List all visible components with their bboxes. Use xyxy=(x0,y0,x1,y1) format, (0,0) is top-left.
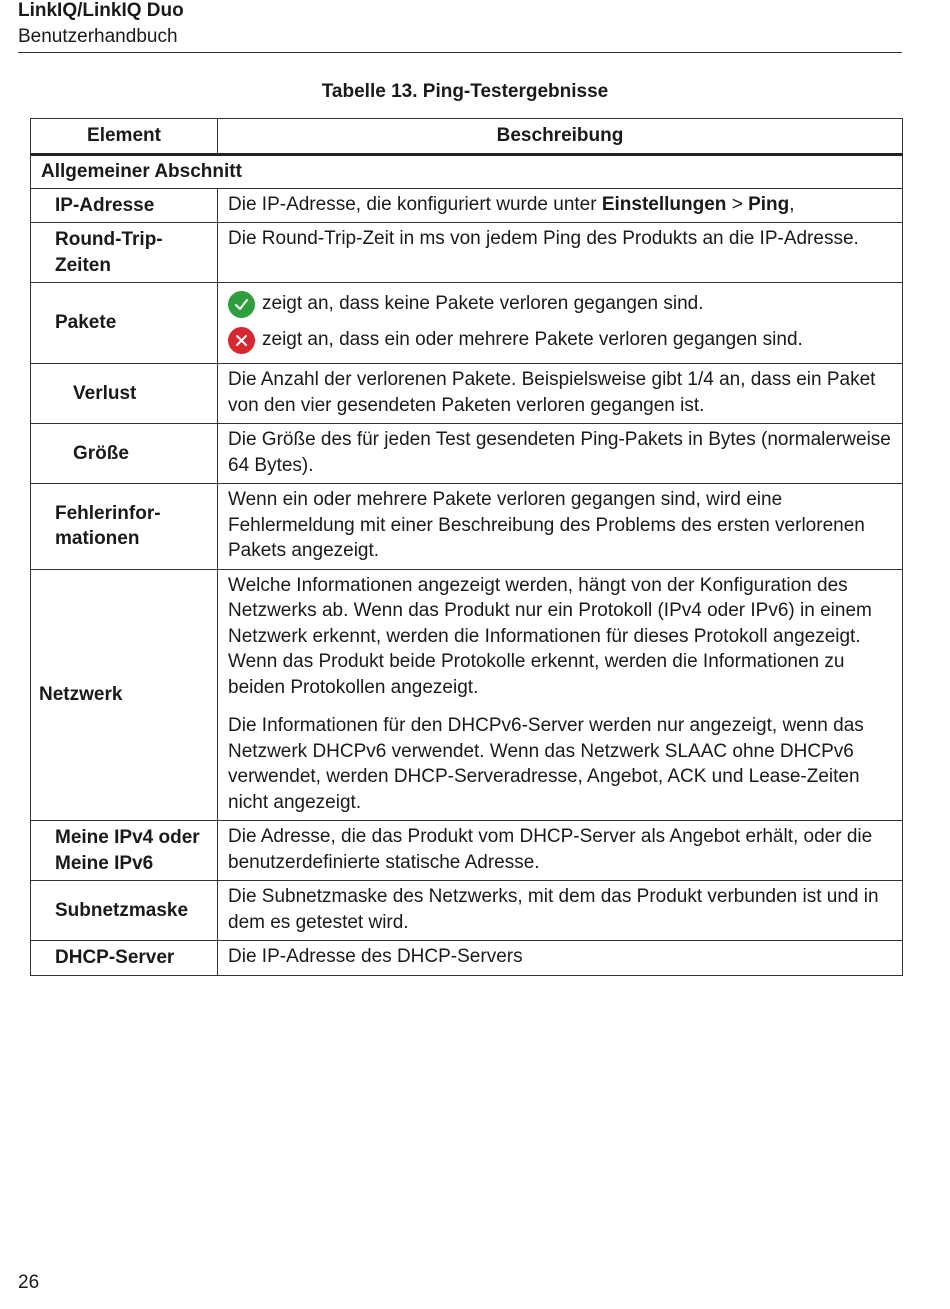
row-label: DHCP-Server xyxy=(31,941,218,976)
menu-path-ping: Ping xyxy=(748,193,790,215)
menu-path-settings: Einstellungen xyxy=(601,193,727,215)
table-row-round-trip xyxy=(31,223,903,283)
table-row-dhcp-server xyxy=(31,941,903,976)
page-number: 26 xyxy=(18,1272,40,1293)
table-header-row xyxy=(31,119,903,155)
row-description xyxy=(218,569,903,821)
header-divider xyxy=(18,52,902,53)
page-header xyxy=(18,0,902,50)
menu-path-separator: > xyxy=(726,193,749,215)
row-label: Pakete xyxy=(31,283,218,364)
row-label: Verlust xyxy=(31,364,218,424)
ping-results-table xyxy=(30,118,903,976)
row-description: Wenn ein oder mehrere Pakete verloren gegangen sind, wird eine Fehlermeldung mit einer Beschreibung des Problems des ersten verlorenen Pakets angezeigt. xyxy=(218,484,903,570)
row-label: Größe xyxy=(31,424,218,484)
table-row-subnet xyxy=(31,881,903,941)
section-title: Allgemeiner Abschnitt xyxy=(31,155,903,189)
table-row-size xyxy=(31,424,903,484)
table-row-loss xyxy=(31,364,903,424)
row-label: Round-Trip- Zeiten xyxy=(31,223,218,283)
row-label: Netzwerk xyxy=(31,569,218,821)
row-description xyxy=(218,188,903,223)
row-label: IP-Adresse xyxy=(31,188,218,223)
row-description: Die Adresse, die das Produkt vom DHCP-Server als Angebot erhält, oder die benutzerdefinierte statische Adresse. xyxy=(218,821,903,881)
packets-error-text: zeigt an, dass ein oder mehrere Pakete verloren gegangen sind. xyxy=(262,329,803,351)
network-paragraph-1: Welche Informationen angezeigt werden, hängt von der Konfiguration des Netzwerks ab. Wenn das Produkt nur ein Protokoll (IPv4 oder IPv6) in einem Netzwerk erkennt, werden die Informationen für dieses Protokoll angezeigt. Wenn das Produkt beide Protokolle erkennt, werden die Informationen zu beiden Protokollen angezeigt. xyxy=(228,574,872,698)
row-label: Subnetzmaske xyxy=(31,881,218,941)
packets-ok-text: zeigt an, dass keine Pakete verloren gegangen sind. xyxy=(262,293,704,315)
check-circle-icon xyxy=(228,291,255,318)
row-description: Die IP-Adresse des DHCP-Servers xyxy=(218,941,903,976)
packets-error-line xyxy=(228,322,894,358)
column-header-element: Element xyxy=(31,119,218,155)
row-description: Die Größe des für jeden Test gesendeten Ping-Pakets in Bytes (normalerweise 64 Bytes). xyxy=(218,424,903,484)
table-row-packets xyxy=(31,283,903,364)
network-paragraph-2: Die Informationen für den DHCPv6-Server werden nur angezeigt, wenn das Netzwerk DHCPv6 verwendet. Wenn das Netzwerk SLAAC ohne DHCPv6 verwendet, werden DHCP-Serveradresse, Angebot, ACK und Lease-Zeiten nicht angezeigt. xyxy=(228,715,864,813)
document-subtitle: Benutzerhandbuch xyxy=(18,26,178,47)
column-header-description: Beschreibung xyxy=(218,119,903,155)
table-row-my-ip xyxy=(31,821,903,881)
row-description: Die Round-Trip-Zeit in ms von jedem Ping des Produkts an die IP-Adresse. xyxy=(218,223,903,283)
section-row-general xyxy=(31,155,903,189)
x-circle-icon xyxy=(228,327,255,354)
row-label: Fehlerinfor- mationen xyxy=(31,484,218,570)
row-description: Die Subnetzmaske des Netzwerks, mit dem das Produkt verbunden ist und in dem es getestet wird. xyxy=(218,881,903,941)
description-text: , xyxy=(789,193,795,215)
product-name: LinkIQ/LinkIQ Duo xyxy=(18,0,184,21)
row-description: Die Anzahl der verlorenen Pakete. Beispielsweise gibt 1/4 an, dass ein Paket von den vier gesendeten Paketen verloren gegangen ist. xyxy=(218,364,903,424)
packets-ok-line xyxy=(228,286,894,322)
table-caption: Tabelle 13. Ping-Testergebnisse xyxy=(321,81,609,102)
table-row-network xyxy=(31,569,903,821)
row-label: Meine IPv4 oder Meine IPv6 xyxy=(31,821,218,881)
table-row-error-info xyxy=(31,484,903,570)
row-description xyxy=(218,283,903,364)
description-text: Die IP-Adresse, die konfiguriert wurde unter xyxy=(228,193,602,215)
table-row-ip-address xyxy=(31,188,903,223)
